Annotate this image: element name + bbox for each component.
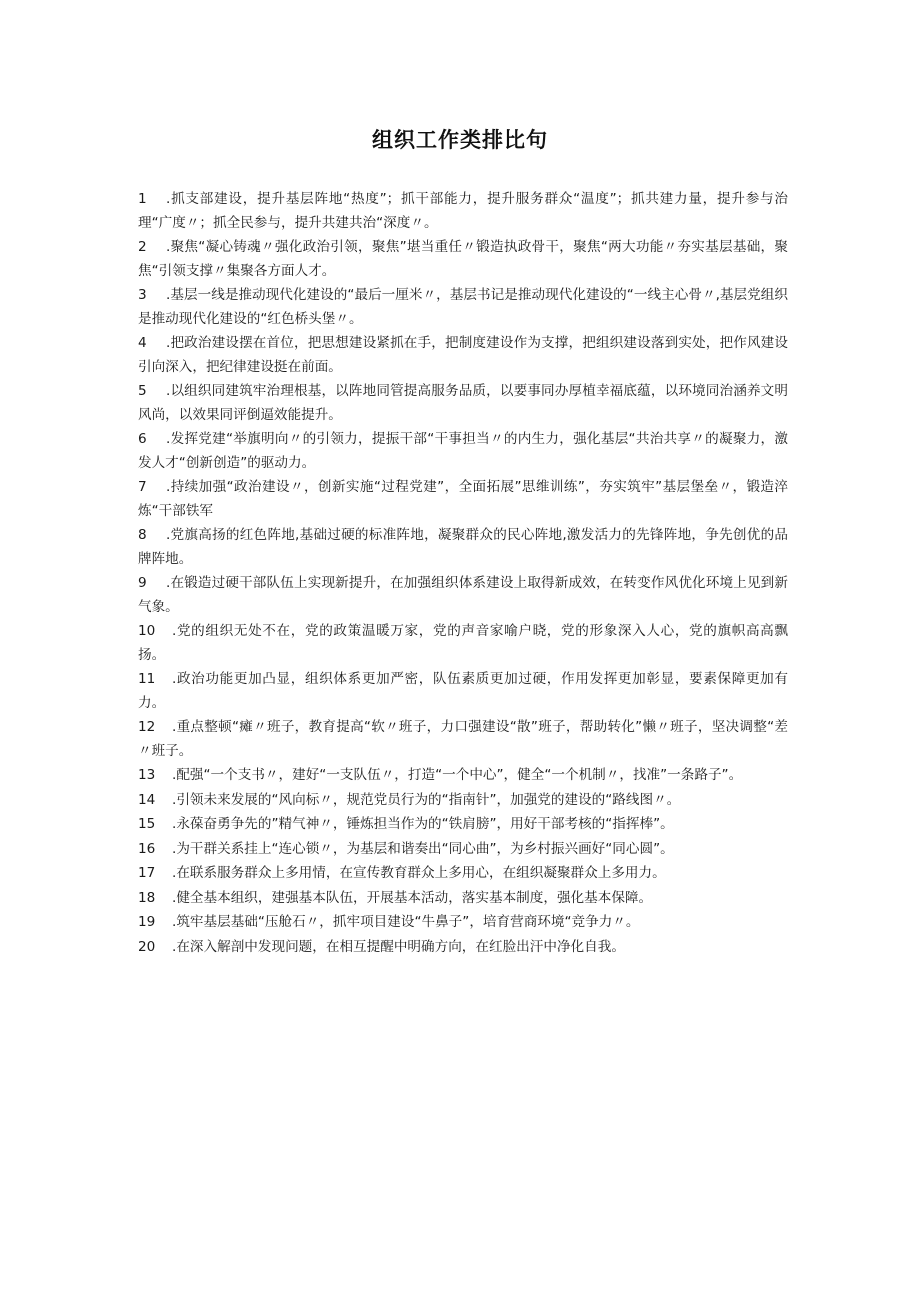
item-number: 13	[138, 767, 156, 783]
item-text: .永葆奋勇争先的”精气神〃，锤炼担当作为的“铁肩膀”，用好干部考核的“指挥棒”。	[172, 816, 674, 832]
item-number: 14	[138, 791, 156, 808]
item-number: 6	[138, 431, 147, 447]
item-text: .引领未来发展的“风向标〃，规范党员行为的“指南针”，加强党的建设的“路线图〃。	[172, 791, 681, 808]
item-number: 19	[138, 914, 156, 930]
list-item	[138, 572, 788, 619]
list-item	[138, 838, 788, 862]
item-text: .聚焦“凝心铸魂〃强化政治引领，聚焦”堪当重任〃锻造执政骨干，聚焦“两大功能〃夯实基层基础，聚焦“引领支撑〃集聚各方面人才。	[138, 239, 788, 279]
sentence-list	[138, 188, 788, 960]
page-title: 组织工作类排比句	[372, 128, 548, 152]
item-number: 20	[138, 938, 156, 955]
item-number: 12	[138, 719, 156, 735]
list-item	[138, 236, 788, 283]
item-text: .为干群关系挂上“连心锁〃，为基层和谐奏出“同心曲”，为乡村振兴画好“同心圆”。	[172, 840, 674, 857]
list-item	[138, 789, 788, 813]
item-text: .以组织同建筑牢治理根基，以阵地同管提高服务品质，以要事同办厚植幸福底蕴，以环境同治涵养文明风尚，以效果同评倒逼效能提升。	[138, 383, 788, 423]
list-item	[138, 764, 788, 788]
item-number: 3	[138, 287, 147, 303]
item-text: .在锻造过硬干部队伍上实现新提升，在加强组织体系建设上取得新成效，在转变作风优化环境上见到新气象。	[138, 575, 788, 615]
list-item	[138, 862, 788, 886]
item-number: 16	[138, 840, 156, 857]
item-text: .在深入解剖中发现问题，在相互提醒中明确方向，在红脸出汗中净化自我。	[172, 938, 625, 955]
item-text: .重点整顿“瘫〃班子，教育提高“软〃班子，力口强建设“散”班子，帮助转化”懒〃班子，坚决调整“差〃班子。	[138, 719, 788, 759]
item-number: 18	[138, 889, 156, 906]
item-text: .基层一线是推动现代化建设的“最后一厘米〃，基层书记是推动现代化建设的“一线主心骨〃,基层党组织是推动现代化建设的“红色桥头堡〃。	[138, 287, 788, 327]
item-number: 2	[138, 239, 147, 255]
list-item	[138, 188, 788, 235]
item-text: .把政治建设摆在首位，把思想建设紧抓在手，把制度建设作为支撑，把组织建设落到实处，把作风建设引向深入，把纪律建设挺在前面。	[138, 335, 788, 375]
item-number: 9	[138, 575, 147, 591]
item-number: 10	[138, 623, 156, 639]
list-item	[138, 813, 788, 837]
list-item	[138, 476, 788, 523]
item-number: 11	[138, 671, 156, 687]
item-number: 4	[138, 335, 147, 351]
item-text: .抓支部建设，提升基层阵地“热度”；抓干部能力，提升服务群众“温度”；抓共建力量，提升参与治理“广度〃；抓全民参与，提升共建共治“深度〃。	[138, 191, 788, 231]
item-text: .持续加强“政治建设〃，创新实施“过程党建”，全面拓展”思维训练”，夯实筑牢”基层堡垒〃，锻造淬炼“干部铁军	[138, 479, 788, 519]
item-number: 7	[138, 479, 147, 495]
item-number: 8	[138, 527, 147, 543]
list-item	[138, 620, 788, 667]
list-item	[138, 332, 788, 379]
item-text: .政治功能更加凸显，组织体系更加严密，队伍素质更加过硬，作用发挥更加彰显，要素保障更加有力。	[138, 671, 788, 711]
item-text: .配强“一个支书〃，建好“一支队伍〃，打造“一个中心”，健全“一个机制〃，找准”一条路子”。	[172, 767, 743, 783]
item-number: 15	[138, 816, 156, 832]
list-item	[138, 911, 788, 935]
list-item	[138, 284, 788, 331]
list-item	[138, 524, 788, 571]
item-text: .健全基本组织，建强基本队伍，开展基本活动，落实基本制度，强化基本保障。	[172, 889, 653, 906]
list-item	[138, 716, 788, 763]
item-text: .党的组织无处不在，党的政策温暖万家，党的声音家喻户晓，党的形象深入人心，党的旗帜高高飘扬。	[138, 623, 788, 663]
item-number: 5	[138, 383, 147, 399]
item-number: 1	[138, 191, 147, 207]
list-item	[138, 668, 788, 715]
item-text: .党旗高扬的红色阵地,基础过硬的标准阵地，凝聚群众的民心阵地,激发活力的先锋阵地，争先创优的品牌阵地。	[138, 527, 788, 567]
item-text: .在联系服务群众上多用情，在宣传教育群众上多用心，在组织凝聚群众上多用力。	[172, 865, 666, 881]
list-item	[138, 887, 788, 911]
list-item	[138, 380, 788, 427]
item-text: .发挥党建“举旗明向〃的引领力，提振干部“干事担当〃的内生力，强化基层“共治共享〃的凝聚力，激发人才“创新创造”的驱动力。	[138, 431, 788, 471]
list-item	[138, 936, 788, 960]
list-item	[138, 428, 788, 475]
item-text: .筑牢基层基础“压舱石〃，抓牢项目建设“牛鼻子”，培育营商环境“竞争力〃。	[172, 914, 640, 930]
item-number: 17	[138, 865, 156, 881]
